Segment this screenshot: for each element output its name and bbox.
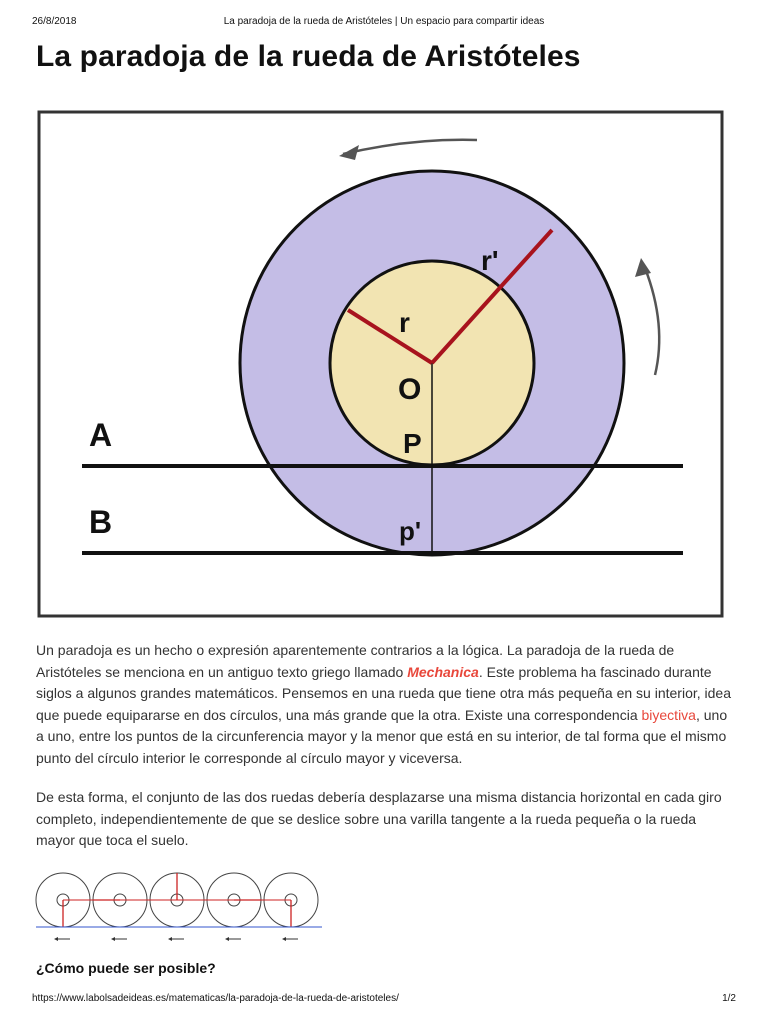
paragraph-intro bbox=[36, 640, 736, 769]
label-p-prime: p' bbox=[399, 516, 422, 546]
page-number: 1/2 bbox=[722, 993, 736, 1004]
label-r: r bbox=[399, 307, 410, 338]
paragraph-intro-text-2: . Este problema ha fascinado durante siglos a algunos grandes matemáticos. Pensemos en una rueda que tiene otra más pequeña en su interior, idea que puede equipararse en dos círculos, una más grande que la otra. Existe una correspondencia bbox=[36, 663, 731, 723]
label-a: A bbox=[89, 417, 113, 453]
paragraph-intro-text-3: , uno a uno, entre los puntos de la circunferencia mayor y la menor que está en su interior, de tal forma que el mismo punto del círculo interior le corresponde al círculo mayor y viceversa. bbox=[36, 706, 728, 766]
print-date: 26/8/2018 bbox=[32, 16, 77, 27]
label-b: B bbox=[89, 504, 113, 540]
paragraph-displacement: De esta forma, el conjunto de las dos ruedas debería desplazarse una misma distancia horizontal en cada giro completo, independientemente de que se deslice sobre una varilla tangente a la rueda pequeña o la rueda mayor que toca el suelo. bbox=[36, 789, 722, 848]
biyectiva-link[interactable]: biyectiva bbox=[641, 706, 696, 723]
print-page-title: La paradoja de la rueda de Aristóteles | Un espacio para compartir ideas bbox=[223, 16, 545, 27]
label-p: P bbox=[403, 428, 422, 459]
strip-arrowhead bbox=[168, 937, 172, 941]
strip-arrowhead bbox=[282, 937, 286, 941]
strip-arrowhead bbox=[225, 937, 229, 941]
paragraph-intro-text-1: Un paradoja es un hecho o expresión aparentemente contrarios a la lógica. La paradoja de la rueda de Aristóteles se menciona en un antiguo texto griego llamado bbox=[36, 642, 675, 680]
section-subheading: ¿Cómo puede ser posible? bbox=[36, 960, 216, 976]
label-r-prime: r' bbox=[481, 245, 499, 276]
label-o: O bbox=[398, 373, 422, 406]
mechanica-link[interactable]: Mechanica bbox=[407, 663, 479, 680]
article-title: La paradoja de la rueda de Aristóteles bbox=[36, 40, 581, 73]
aristotle-wheel-figure bbox=[37, 110, 725, 625]
rolling-wheels-illustration bbox=[34, 866, 324, 951]
strip-arrowhead bbox=[54, 937, 58, 941]
print-url: https://www.labolsadeideas.es/matematicas/la-paradoja-de-la-rueda-de-aristoteles/ bbox=[32, 993, 399, 1004]
strip-arrowhead bbox=[111, 937, 115, 941]
